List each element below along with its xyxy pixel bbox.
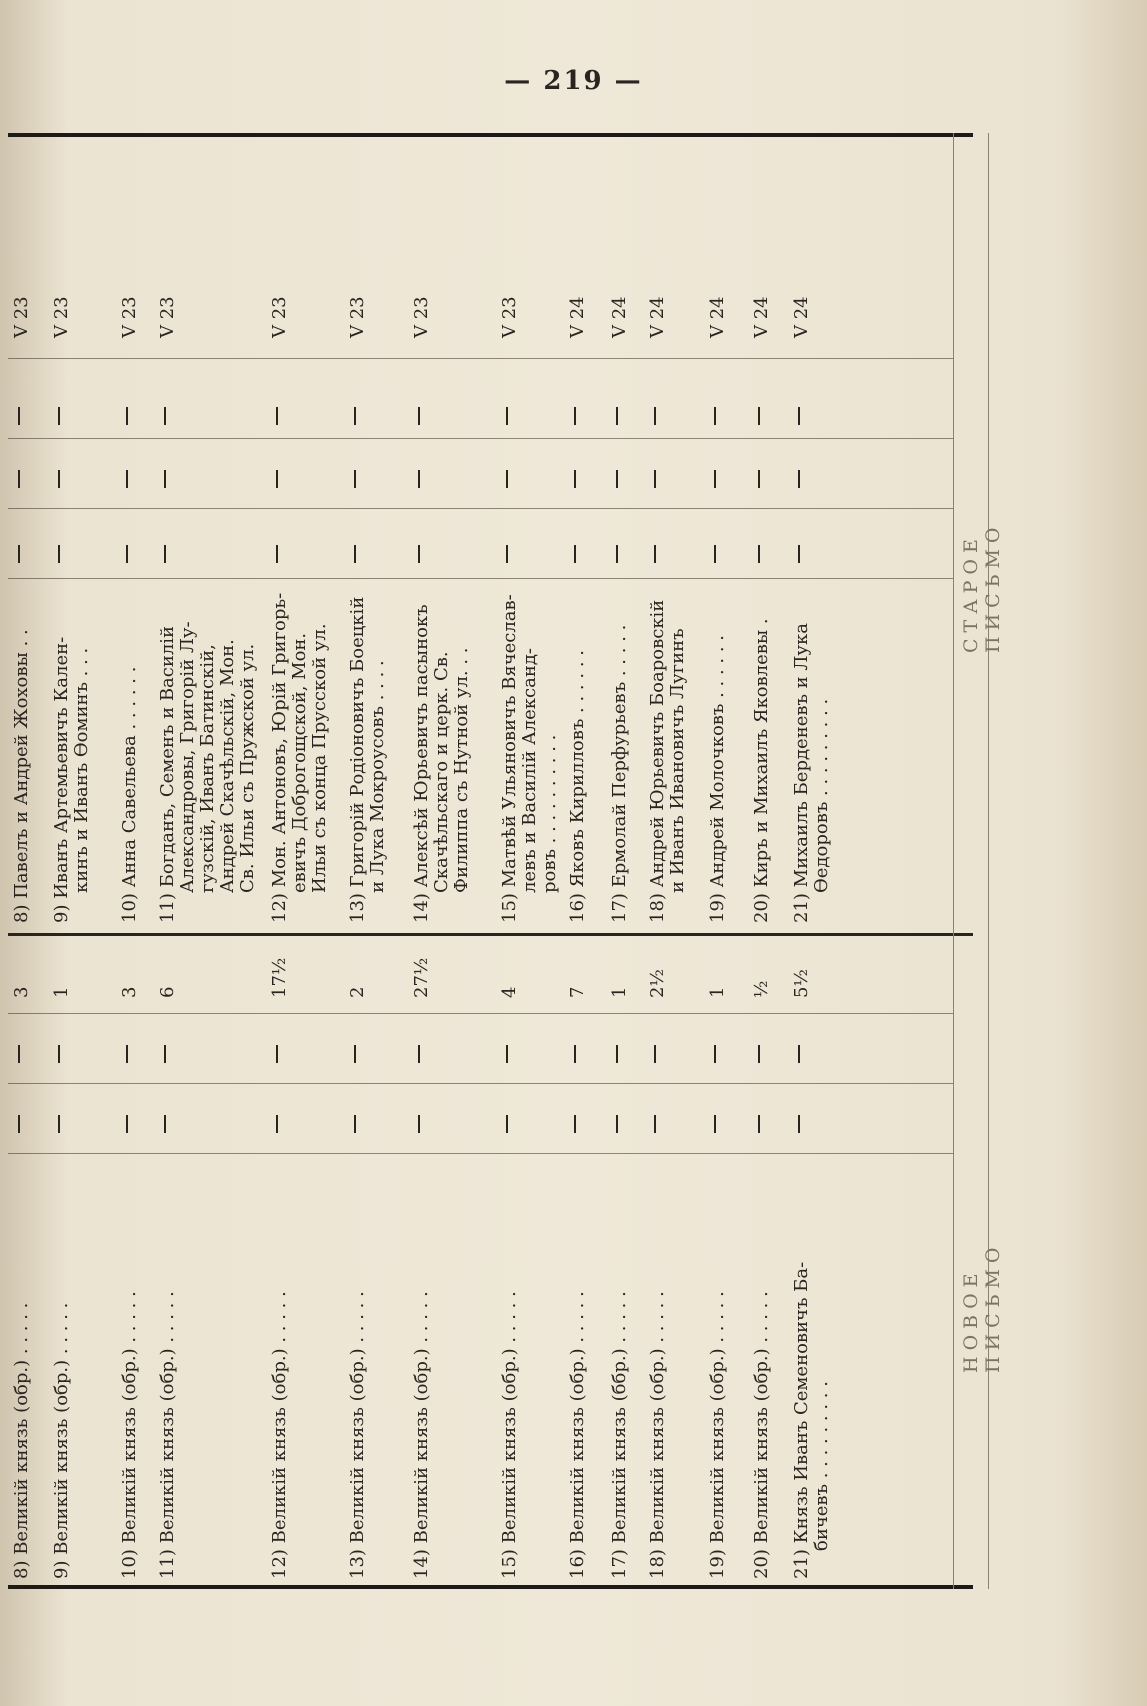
source-reference: V 23: [269, 296, 290, 338]
empty-cell-dash: [616, 545, 618, 563]
empty-cell-dash: [798, 407, 800, 425]
left-entry-title: Великій князь (обр.): [269, 1342, 290, 1544]
land-measure: 2: [347, 986, 368, 998]
empty-cell-dash: [574, 1115, 576, 1133]
left-owner-entry: [708, 1291, 728, 1579]
empty-cell-dash: [654, 407, 656, 425]
table-top-rule: [8, 133, 973, 137]
empty-cell-dash: [616, 1115, 618, 1133]
empty-cell-dash: [18, 545, 20, 563]
empty-cell-dash: [18, 407, 20, 425]
empty-cell-dash: [758, 545, 760, 563]
left-entry-dots: . . . . .: [51, 1302, 72, 1355]
empty-cell-dash: [418, 470, 420, 488]
right-owner-entry: [792, 623, 832, 923]
land-measure: 3: [11, 986, 32, 998]
right-entry-line: 10) Анна Савельева . . . . . .: [119, 666, 140, 923]
land-measure: ½: [751, 980, 772, 998]
source-reference: V 24: [791, 296, 812, 338]
empty-cell-dash: [354, 1045, 356, 1063]
right-entry-line: Ѳедоровъ . . . . . . . . .: [811, 698, 832, 893]
right-entry-line: 8) Павелъ и Андрей Жоховы . .: [11, 629, 32, 923]
source-reference: V 24: [751, 296, 772, 338]
right-entry-line: 12) Мон. Антоновъ, Юрій Григорь-: [269, 592, 290, 923]
left-entry-dots: . . . . .: [411, 1291, 432, 1343]
empty-cell-dash: [126, 407, 128, 425]
source-reference: V 23: [51, 296, 72, 338]
empty-cell-dash: [506, 545, 508, 563]
empty-cell-dash: [798, 1045, 800, 1063]
column-rule: [8, 438, 953, 439]
empty-cell-dash: [758, 470, 760, 488]
left-owner-entry: [648, 1291, 668, 1579]
right-owner-entry: [500, 594, 560, 923]
empty-cell-dash: [164, 407, 166, 425]
column-rule: [8, 1013, 953, 1014]
empty-cell-dash: [164, 1115, 166, 1133]
left-entry-dots: . . . . .: [751, 1291, 772, 1343]
left-entry-title: Великій князь (обр.): [411, 1342, 432, 1544]
left-entry-title: Великій князь (ббр.): [609, 1342, 630, 1544]
left-entry-title: Великій князь (обр.): [11, 1354, 32, 1555]
table-middle-rule: [8, 933, 973, 936]
left-owner-entry: [752, 1291, 772, 1579]
left-entry-title: Великій князь (обр.): [51, 1354, 72, 1555]
left-entry-number: 21): [791, 1543, 812, 1579]
right-entry-line: 17) Ермолай Перфурьевъ . . . . .: [609, 624, 630, 923]
right-owner-entry: [52, 637, 92, 923]
left-entry-title: Великій князь (обр.): [751, 1342, 772, 1544]
empty-cell-dash: [276, 545, 278, 563]
empty-cell-dash: [574, 407, 576, 425]
empty-cell-dash: [654, 1045, 656, 1063]
empty-cell-dash: [798, 545, 800, 563]
right-owner-entry: [610, 625, 630, 923]
right-entry-line: 18) Андрей Юрьевичъ Боаровскій: [647, 599, 668, 923]
empty-cell-dash: [354, 545, 356, 563]
right-entry-line: 13) Григорій Родіоновичъ Боецкій: [347, 596, 368, 923]
empty-cell-dash: [276, 1115, 278, 1133]
right-entry-line: 14) Алексѣй Юрьевичъ пасынокъ: [411, 604, 432, 923]
right-owner-entry: [412, 604, 472, 923]
empty-cell-dash: [18, 1045, 20, 1063]
left-owner-entry: [52, 1303, 72, 1579]
right-entry-line: кинъ и Иванъ Ѳоминъ . . .: [71, 647, 92, 893]
land-measure: 1: [609, 986, 630, 998]
empty-cell-dash: [616, 407, 618, 425]
left-entry-number: 16): [567, 1543, 588, 1579]
empty-cell-dash: [506, 1115, 508, 1133]
left-entry-dots: . . . . .: [347, 1291, 368, 1343]
empty-cell-dash: [276, 1045, 278, 1063]
source-reference: V 23: [157, 296, 178, 338]
empty-cell-dash: [126, 1045, 128, 1063]
land-measure: 5½: [791, 969, 812, 998]
land-measure: 3: [119, 986, 140, 998]
right-entry-line: 16) Яковъ Кирилловъ . . . . . .: [567, 650, 588, 923]
right-entry-line: Св. Ильи съ Пружской ул.: [237, 643, 258, 893]
left-entry-dots: . . . . .: [157, 1291, 178, 1343]
empty-cell-dash: [714, 1115, 716, 1133]
right-entry-line: и Лука Мокроусовъ . . . .: [367, 660, 388, 893]
land-measure: 6: [157, 986, 178, 998]
source-reference: V 23: [347, 296, 368, 338]
empty-cell-dash: [798, 1115, 800, 1133]
left-entry-dots: . . . . .: [567, 1291, 588, 1343]
empty-cell-dash: [714, 1045, 716, 1063]
right-owner-entry: [752, 618, 772, 923]
empty-cell-dash: [506, 1045, 508, 1063]
empty-cell-dash: [18, 1115, 20, 1133]
empty-cell-dash: [798, 470, 800, 488]
source-reference: V 24: [609, 296, 630, 338]
footer-band: [953, 133, 1004, 1589]
left-entry-number: 12): [269, 1543, 290, 1579]
source-reference: V 23: [411, 296, 432, 338]
left-owner-entry: [568, 1291, 588, 1579]
empty-cell-dash: [18, 470, 20, 488]
left-entry-dots: бичевъ . . . . . . . . .: [811, 1381, 832, 1551]
left-owner-entry: [792, 1262, 832, 1579]
left-owner-entry: [500, 1291, 520, 1579]
right-entry-line: Скачѣльскаго и церк. Св.: [431, 651, 452, 893]
land-measure: 1: [707, 986, 728, 998]
left-owner-entry: [412, 1291, 432, 1579]
empty-cell-dash: [616, 1045, 618, 1063]
empty-cell-dash: [654, 545, 656, 563]
right-entry-line: 15) Матвѣй Ульяновичъ Вячеслав-: [499, 594, 520, 923]
left-entry-dots: . . . . .: [499, 1291, 520, 1343]
right-owner-entry: [648, 600, 688, 923]
source-reference: V 23: [499, 296, 520, 338]
left-entry-number: 13): [347, 1543, 368, 1579]
footer-new-script: НОВОЕ ПИСЬМО: [960, 1241, 1004, 1373]
right-owner-entry: [708, 635, 728, 923]
column-rule: [8, 1083, 953, 1084]
right-entry-line: Андрей Скачѣльскій, Мон.: [217, 639, 238, 893]
left-owner-entry: [270, 1291, 290, 1579]
empty-cell-dash: [354, 1115, 356, 1133]
empty-cell-dash: [418, 407, 420, 425]
table-bottom-rule: [8, 1585, 973, 1589]
right-owner-entry: [270, 593, 330, 923]
land-register-table: [8, 133, 1136, 1591]
left-owner-entry: [12, 1303, 32, 1579]
left-owner-entry: [158, 1291, 178, 1579]
left-entry-number: 17): [609, 1543, 630, 1579]
empty-cell-dash: [58, 1115, 60, 1133]
left-entry-number: 19): [707, 1543, 728, 1579]
source-reference: V 24: [707, 296, 728, 338]
left-entry-number: 18): [647, 1543, 668, 1579]
column-rule: [8, 1153, 953, 1154]
right-owner-entry: [12, 629, 32, 923]
source-reference: V 23: [119, 296, 140, 338]
empty-cell-dash: [164, 1045, 166, 1063]
left-owner-entry: [610, 1291, 630, 1579]
left-entry-number: 10): [119, 1543, 140, 1579]
left-entry-dots: . . . . .: [609, 1291, 630, 1343]
empty-cell-dash: [164, 545, 166, 563]
empty-cell-dash: [276, 407, 278, 425]
empty-cell-dash: [58, 1045, 60, 1063]
empty-cell-dash: [758, 1115, 760, 1133]
empty-cell-dash: [354, 470, 356, 488]
page-number: — 219 —: [504, 66, 643, 96]
empty-cell-dash: [126, 1115, 128, 1133]
empty-cell-dash: [758, 407, 760, 425]
land-measure: 1: [51, 986, 72, 998]
left-entry-number: 15): [499, 1543, 520, 1579]
empty-cell-dash: [126, 545, 128, 563]
right-entry-line: Ильи съ конца Прусской ул.: [309, 623, 330, 893]
right-entry-line: 20) Киръ и Михаилъ Яковлевы .: [751, 618, 772, 923]
left-entry-title: Великій князь (обр.): [347, 1342, 368, 1544]
land-measure: 17½: [269, 957, 290, 998]
left-entry-number: 9): [51, 1554, 72, 1579]
right-entry-line: 9) Иванъ Артемьевичъ Кален-: [51, 636, 72, 923]
empty-cell-dash: [58, 545, 60, 563]
left-entry-title: Великій князь (обр.): [647, 1342, 668, 1544]
left-entry-dots: . . . . .: [119, 1291, 140, 1343]
empty-cell-dash: [418, 1045, 420, 1063]
left-entry-title: Князь Иванъ Семеновичъ Ба-: [791, 1261, 812, 1544]
right-owner-entry: [158, 621, 258, 923]
right-entry-line: гузскій, Иванъ Батинскій,: [197, 644, 218, 893]
empty-cell-dash: [276, 470, 278, 488]
empty-cell-dash: [354, 407, 356, 425]
left-entry-title: Великій князь (обр.): [499, 1342, 520, 1544]
empty-cell-dash: [616, 470, 618, 488]
left-entry-dots: . . . . .: [269, 1291, 290, 1343]
source-reference: V 24: [647, 296, 668, 338]
land-measure: 27½: [411, 957, 432, 998]
empty-cell-dash: [574, 1045, 576, 1063]
source-reference: V 23: [11, 296, 32, 338]
empty-cell-dash: [164, 470, 166, 488]
left-entry-number: 20): [751, 1543, 772, 1579]
right-entry-line: 21) Михаилъ Берденевъ и Лука: [791, 623, 812, 923]
empty-cell-dash: [654, 1115, 656, 1133]
empty-cell-dash: [126, 470, 128, 488]
empty-cell-dash: [574, 545, 576, 563]
left-entry-dots: . . . . .: [11, 1302, 32, 1355]
right-owner-entry: [120, 667, 140, 923]
empty-cell-dash: [418, 545, 420, 563]
left-entry-title: Великій князь (обр.): [567, 1342, 588, 1544]
left-entry-number: 14): [411, 1543, 432, 1579]
left-entry-number: 11): [157, 1543, 178, 1579]
right-entry-line: 19) Андрей Молочковъ . . . . . .: [707, 634, 728, 923]
left-entry-title: Великій князь (обр.): [707, 1342, 728, 1544]
column-rule: [8, 508, 953, 509]
left-entry-number: 8): [11, 1554, 32, 1579]
empty-cell-dash: [58, 407, 60, 425]
empty-cell-dash: [758, 1045, 760, 1063]
right-owner-entry: [568, 650, 588, 923]
empty-cell-dash: [418, 1115, 420, 1133]
right-entry-line: левъ и Василій Александ-: [519, 647, 540, 893]
empty-cell-dash: [506, 407, 508, 425]
empty-cell-dash: [654, 470, 656, 488]
footer-old-script: СТАРОЕ ПИСЬМО: [960, 521, 1004, 653]
empty-cell-dash: [714, 545, 716, 563]
source-reference: V 24: [567, 296, 588, 338]
left-owner-entry: [120, 1291, 140, 1579]
right-entry-line: евичъ Доброгощской, Мон.: [289, 632, 310, 893]
right-entry-line: и Иванъ Ивановичъ Лугинъ: [667, 628, 688, 893]
left-entry-dots: . . . . .: [647, 1291, 668, 1343]
right-entry-line: Александровы, Григорій Лу-: [177, 621, 198, 893]
land-measure: 2½: [647, 969, 668, 998]
empty-cell-dash: [574, 470, 576, 488]
column-rule: [8, 578, 953, 579]
land-measure: 4: [499, 986, 520, 998]
right-entry-line: Филиппа съ Нутной ул. . .: [451, 647, 472, 893]
land-measure: 7: [567, 986, 588, 998]
empty-cell-dash: [714, 407, 716, 425]
left-entry-title: Великій князь (обр.): [157, 1342, 178, 1544]
left-owner-entry: [348, 1291, 368, 1579]
empty-cell-dash: [506, 470, 508, 488]
column-rule: [8, 358, 953, 359]
empty-cell-dash: [714, 470, 716, 488]
right-entry-line: 11) Богданъ, Семенъ и Василій: [157, 625, 178, 923]
empty-cell-dash: [58, 470, 60, 488]
right-owner-entry: [348, 597, 388, 923]
right-entry-line: ровъ . . . . . . . . . .: [539, 734, 560, 893]
left-entry-title: Великій князь (обр.): [119, 1342, 140, 1544]
left-entry-dots: . . . . .: [707, 1291, 728, 1343]
